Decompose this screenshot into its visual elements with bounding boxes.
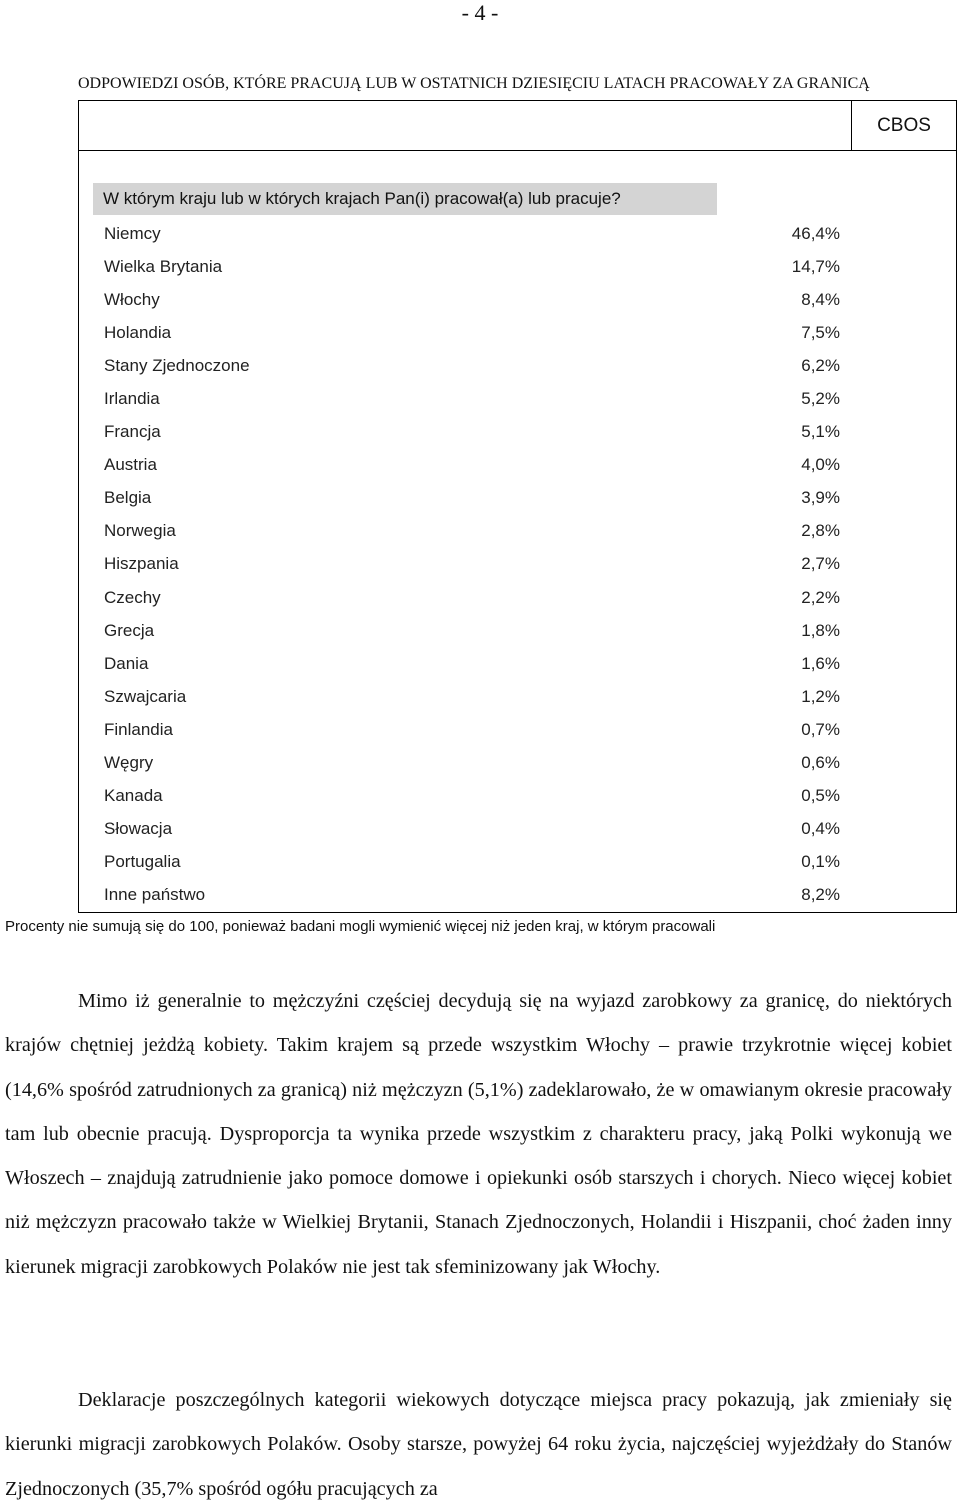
country-name: Grecja [104,620,155,640]
country-name: Dania [104,653,149,673]
country-name: Szwajcaria [104,686,187,706]
table-row [104,813,840,846]
country-name: Włochy [104,289,160,309]
survey-question: W którym kraju lub w których krajach Pan(i) pracował(a) lub pracuje? [93,183,717,215]
table-footnote: Procenty nie sumują się do 100, ponieważ badani mogli wymienić więcej niż jeden kraj, w którym pracowali [5,918,716,935]
country-name: Finlandia [104,719,173,739]
table-row [104,713,840,746]
country-name: Austria [104,455,157,475]
percentage-value: 2,7% [801,554,840,574]
country-name: Belgia [104,488,152,508]
percentage-value: 1,8% [801,620,840,640]
table-row [104,382,840,415]
table-row [104,548,840,581]
percentage-value: 8,4% [801,289,840,309]
table-row [104,416,840,449]
table-row [104,647,840,680]
table-heading: ODPOWIEDZI OSÓB, KTÓRE PRACUJĄ LUB W OSTATNICH DZIESIĘCIU LATACH PRACOWAŁY ZA GRANICĄ [78,75,870,92]
source-label: CBOS [851,101,956,150]
country-name: Holandia [104,322,172,342]
country-name: Portugalia [104,852,181,872]
table-row [104,581,840,614]
percentage-value: 7,5% [801,322,840,342]
paragraph-1-text: Mimo iż generalnie to mężczyźni częściej decydują się na wyjazd zarobkowy za granicę, do niektórych krajów chętniej jeżdżą kobiety. Takim krajem są przede wszystkim Włochy – prawie trzykrotnie więcej kobiet (14,6% spośród zatrudnionych za granicą) niż mężczyzn (5,1%) zadeklarowało, że w omawianym okresie pracowały tam lub obecnie pracują. Dysproporcja ta wynika przede wszystkim z charakteru pracy, jaką Polki wykonują we Włoszech – znajdują zatrudnienie jako pomoce domowe i opiekunki osób starszych i chorych. Nieco więcej kobiet niż mężczyzn pracowało także w Wielkiej Brytanii, Stanach Zjednoczonych, Holandii i Hiszpanii, choć żaden inny kierunek migracji zarobkowych Polaków nie jest tak sfeminizowany jak Włochy. [5,990,952,1278]
paragraph-2-text: Deklaracje poszczególnych kategorii wiekowych dotyczące miejsca pracy pokazują, jak zmieniały się kierunki migracji zarobkowych Polaków. Osoby starsze, powyżej 64 roku życia, najczęściej wyjeżdżały do Stanów Zjednoczonych (35,7% spośród ogółu pracujących za [5,1389,952,1500]
country-name: Norwegia [104,521,176,541]
table-row [104,879,840,912]
country-name: Niemcy [104,223,161,243]
country-name: Czechy [104,587,161,607]
table-row [104,250,840,283]
table-row [104,349,840,382]
percentage-value: 0,5% [801,786,840,806]
country-name: Kanada [104,786,163,806]
percentage-value: 2,8% [801,521,840,541]
table-row [104,780,840,813]
percentage-value: 2,2% [801,587,840,607]
percentage-value: 5,2% [801,389,840,409]
percentage-value: 8,2% [801,885,840,905]
table-row [104,515,840,548]
country-name: Słowacja [104,819,173,839]
table-row [104,217,840,250]
table-row [104,747,840,780]
country-list [104,217,840,912]
table-row [104,614,840,647]
paragraph-1 [5,979,952,1289]
percentage-value: 1,2% [801,686,840,706]
table-row [104,482,840,515]
table-row [104,283,840,316]
percentage-value: 3,9% [801,488,840,508]
percentage-value: 0,1% [801,852,840,872]
table-row [104,846,840,879]
country-name: Inne państwo [104,885,206,905]
table-row [104,680,840,713]
paragraph-2 [5,1378,952,1511]
table-row [104,316,840,349]
country-name: Wielka Brytania [104,256,223,276]
percentage-value: 46,4% [791,223,840,243]
percentage-value: 0,7% [801,719,840,739]
percentage-value: 1,6% [801,653,840,673]
percentage-value: 5,1% [801,422,840,442]
country-name: Irlandia [104,389,160,409]
table-row [104,449,840,482]
percentage-value: 0,6% [801,753,840,773]
percentage-value: 6,2% [801,355,840,375]
country-name: Stany Zjednoczone [104,355,250,375]
percentage-value: 14,7% [791,256,840,276]
page-number: - 4 - [461,0,499,25]
header-divider [79,150,956,151]
country-name: Hiszpania [104,554,179,574]
country-name: Francja [104,422,161,442]
country-name: Węgry [104,753,154,773]
percentage-value: 0,4% [801,819,840,839]
percentage-value: 4,0% [801,455,840,475]
